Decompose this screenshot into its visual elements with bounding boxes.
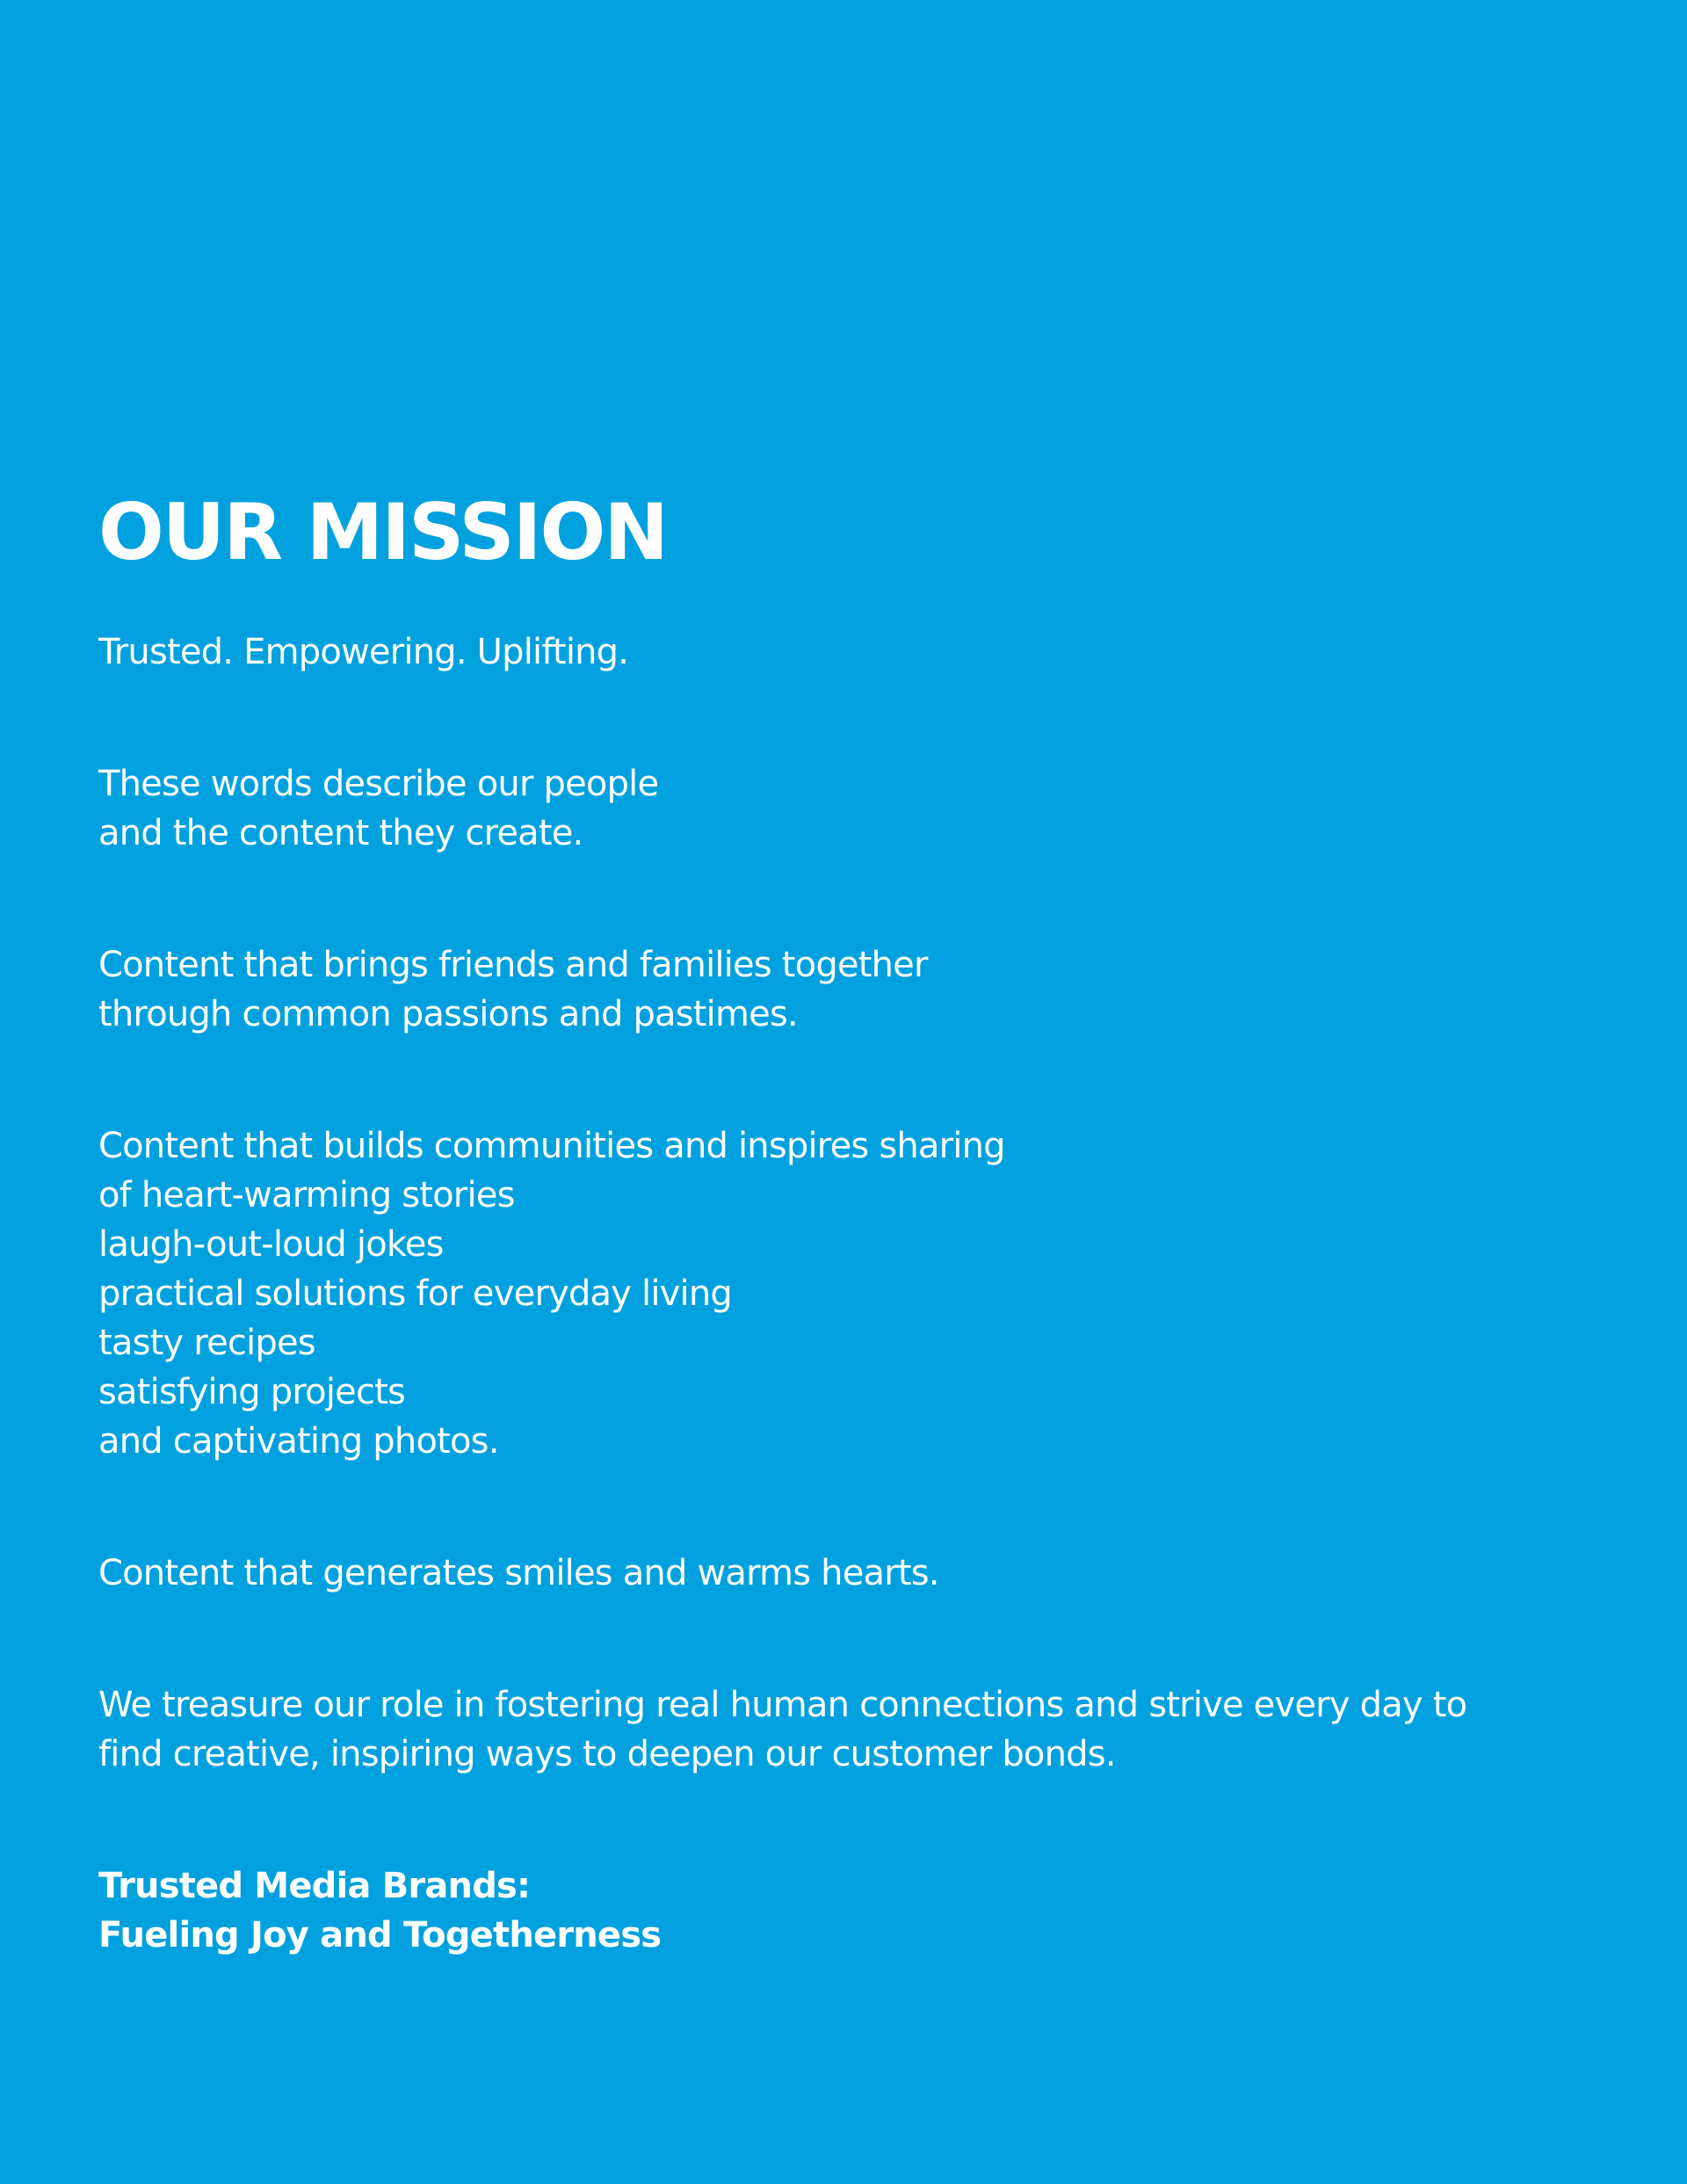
paragraph-line: laugh-out-loud jokes	[98, 1224, 444, 1265]
paragraph-line: and the content they create.	[98, 813, 583, 853]
paragraph-people	[98, 759, 1592, 858]
paragraph-line: through common passions and pastimes.	[98, 994, 798, 1034]
page-title: OUR MISSION	[98, 487, 667, 577]
paragraph-line: tasty recipes	[98, 1323, 315, 1363]
mission-page	[98, 482, 1592, 1995]
paragraph-line: practical solutions for everyday living	[98, 1273, 732, 1314]
paragraph-communities	[98, 1121, 1592, 1466]
closing-line: Fueling Joy and Togetherness	[98, 1915, 662, 1955]
paragraph-connections	[98, 1680, 1592, 1779]
paragraph-line: These words describe our people	[98, 764, 659, 804]
paragraph-line: and captivating photos.	[98, 1421, 499, 1462]
closing-statement	[98, 1861, 1592, 1960]
tagline-text: Trusted. Empowering. Uplifting.	[98, 632, 629, 672]
paragraph-line: We treasure our role in fostering real human connections and strive every day to	[98, 1685, 1467, 1725]
paragraph-line: Content that builds communities and inspires sharing	[98, 1126, 1005, 1166]
paragraph-families	[98, 940, 1592, 1039]
paragraph-smiles	[98, 1549, 1592, 1598]
closing-line: Trusted Media Brands:	[98, 1866, 531, 1906]
paragraph-line: Content that brings friends and families together	[98, 945, 928, 985]
tagline	[98, 628, 1592, 677]
paragraph-line: satisfying projects	[98, 1372, 406, 1412]
paragraph-line: find creative, inspiring ways to deepen our customer bonds.	[98, 1734, 1116, 1774]
paragraph-line: Content that generates smiles and warms hearts.	[98, 1553, 939, 1593]
paragraph-line: of heart-warming stories	[98, 1175, 515, 1215]
